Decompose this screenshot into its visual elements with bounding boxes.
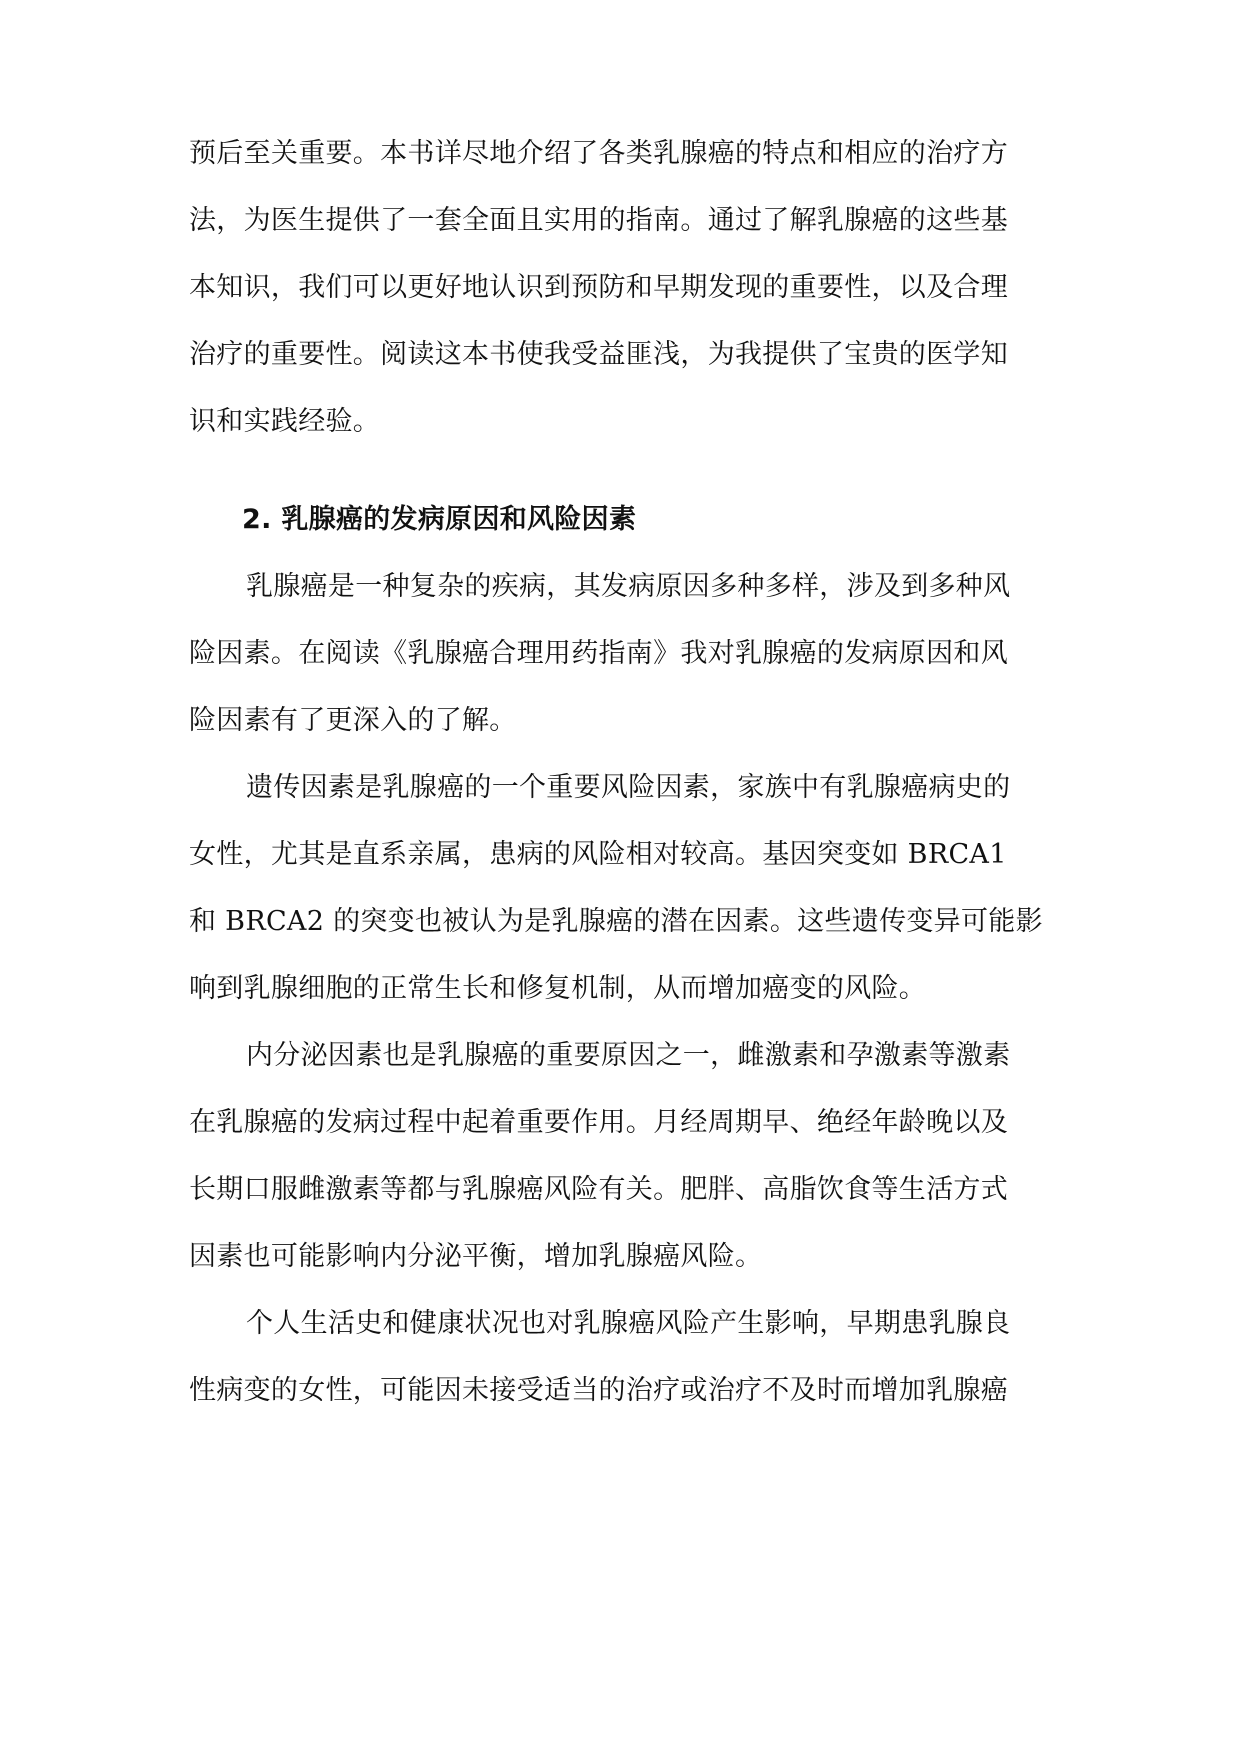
paragraph-2-line-3: 险因素有了更深入的了解。 bbox=[189, 705, 517, 736]
paragraph-4-line-3: 长期口服雌激素等都与乳腺癌风险有关。肥胖、高脂饮食等生活方式 bbox=[189, 1174, 1008, 1205]
paragraph-3-line-1: 遗传因素是乳腺癌的一个重要风险因素，家族中有乳腺癌病史的 bbox=[246, 772, 1011, 803]
paragraph-1-line-3: 本知识，我们可以更好地认识到预防和早期发现的重要性，以及合理 bbox=[189, 272, 1008, 303]
paragraph-2-line-1: 乳腺癌是一种复杂的疾病，其发病原因多种多样，涉及到多种风 bbox=[246, 571, 1011, 602]
paragraph-2-line-2: 险因素。在阅读《乳腺癌合理用药指南》我对乳腺癌的发病原因和风 bbox=[189, 638, 1008, 669]
paragraph-1-line-1: 预后至关重要。本书详尽地介绍了各类乳腺癌的特点和相应的治疗方 bbox=[189, 138, 1008, 169]
section-heading: 2. 乳腺癌的发病原因和风险因素 bbox=[242, 504, 637, 535]
paragraph-1-line-2: 法，为医生提供了一套全面且实用的指南。通过了解乳腺癌的这些基 bbox=[189, 205, 1008, 236]
paragraph-3-line-2: 女性，尤其是直系亲属，患病的风险相对较高。基因突变如 BRCA1 bbox=[189, 839, 1007, 870]
paragraph-3-line-4: 响到乳腺细胞的正常生长和修复机制，从而增加癌变的风险。 bbox=[189, 973, 927, 1004]
paragraph-4-line-2: 在乳腺癌的发病过程中起着重要作用。月经周期早、绝经年龄晚以及 bbox=[189, 1107, 1008, 1138]
paragraph-4-line-4: 因素也可能影响内分泌平衡，增加乳腺癌风险。 bbox=[189, 1241, 763, 1272]
paragraph-3-line-3: 和 BRCA2 的突变也被认为是乳腺癌的潜在因素。这些遗传变异可能影 bbox=[189, 906, 1043, 937]
paragraph-1-line-5: 识和实践经验。 bbox=[189, 406, 381, 437]
paragraph-5-line-1: 个人生活史和健康状况也对乳腺癌风险产生影响，早期患乳腺良 bbox=[246, 1308, 1011, 1339]
paragraph-5-line-2: 性病变的女性，可能因未接受适当的治疗或治疗不及时而增加乳腺癌 bbox=[189, 1375, 1008, 1406]
paragraph-1-line-4: 治疗的重要性。阅读这本书使我受益匪浅，为我提供了宝贵的医学知 bbox=[189, 339, 1008, 370]
paragraph-4-line-1: 内分泌因素也是乳腺癌的重要原因之一，雌激素和孕激素等激素 bbox=[246, 1040, 1011, 1071]
